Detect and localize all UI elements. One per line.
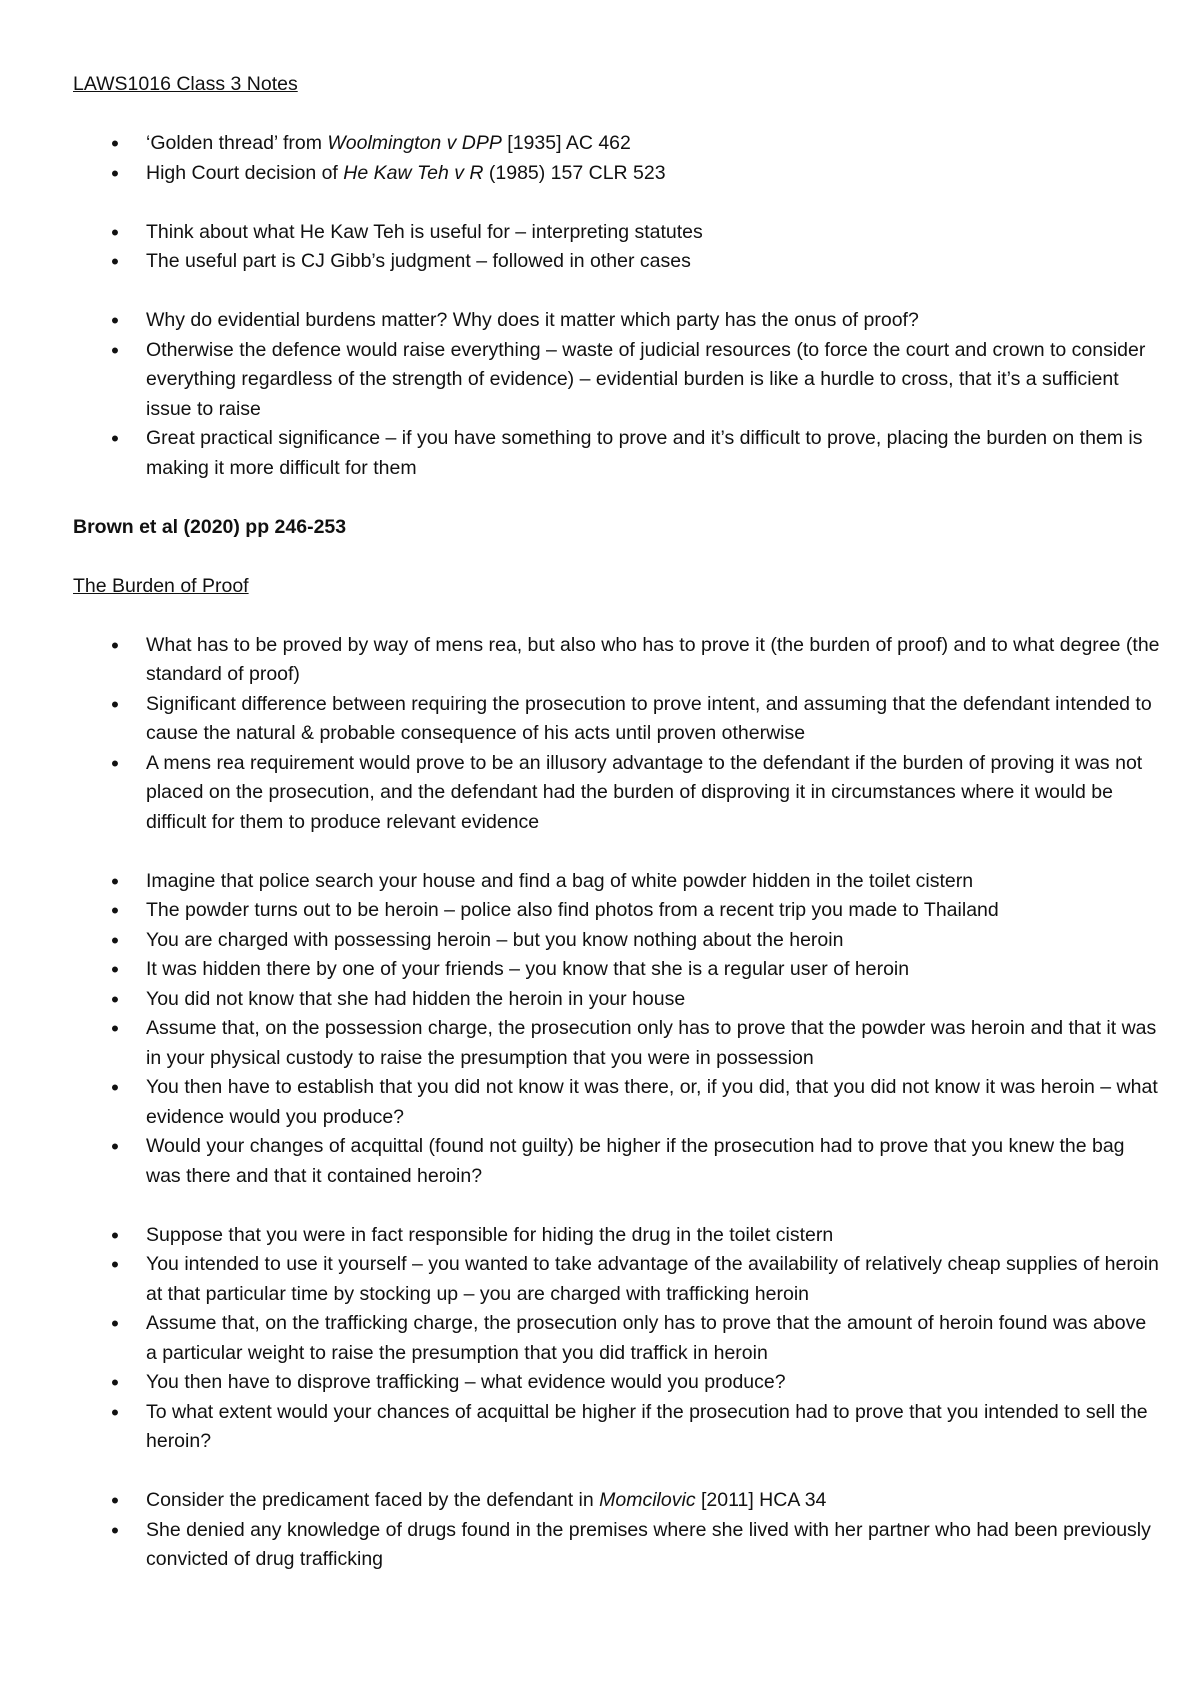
list-item: • You then have to establish that you did not know it was there, or, if you did, that you did not know it was heroin – what evidence would you produce?	[73, 1073, 1160, 1132]
bullet-icon	[108, 1250, 122, 1282]
list-item: • High Court decision of He Kaw Teh v R (1985) 157 CLR 523	[73, 159, 1160, 189]
list-item: • ‘Golden thread’ from Woolmington v DPP [1935] AC 462	[73, 129, 1160, 159]
bullet-icon	[108, 306, 122, 338]
bullet-icon	[108, 1516, 122, 1548]
list-item: • You did not know that she had hidden the heroin in your house	[73, 985, 1160, 1015]
list-item: • What has to be proved by way of mens rea, but also who has to prove it (the burden of proof) and to what degree (the standard of proof)	[73, 631, 1160, 690]
list-item: • A mens rea requirement would prove to be an illusory advantage to the defendant if the burden of proving it was not placed on the prosecution, and the defendant had the burden of disproving it in circumstances where it would be difficult for them to produce relevant evidence	[73, 749, 1160, 838]
list-item: • The useful part is CJ Gibb’s judgment – followed in other cases	[73, 247, 1160, 277]
bullet-icon	[108, 1486, 122, 1518]
list-item: • Would your changes of acquittal (found not guilty) be higher if the prosecution had to prove that you knew the bag was there and that it contained heroin?	[73, 1132, 1160, 1191]
spacer	[73, 1457, 1160, 1487]
bullet-icon	[108, 1073, 122, 1105]
bullet-list-momcilovic	[73, 1486, 1160, 1575]
list-item: • The powder turns out to be heroin – police also find photos from a recent trip you made to Thailand	[73, 896, 1160, 926]
bullet-list-trafficking-scenario	[73, 1221, 1160, 1457]
bullet-icon	[108, 749, 122, 781]
bullet-icon	[108, 1368, 122, 1400]
list-item: • To what extent would your chances of acquittal be higher if the prosecution had to prove that you intended to sell the heroin?	[73, 1398, 1160, 1457]
bullet-icon	[108, 247, 122, 279]
spacer	[73, 483, 1160, 513]
list-item: • You then have to disprove trafficking – what evidence would you produce?	[73, 1368, 1160, 1398]
bullet-icon	[108, 926, 122, 958]
document-title: LAWS1016 Class 3 Notes	[73, 73, 298, 95]
bullet-icon	[108, 896, 122, 928]
list-item: • You intended to use it yourself – you wanted to take advantage of the availability of relatively cheap supplies of heroin at that particular time by stocking up – you are charged with trafficking heroin	[73, 1250, 1160, 1309]
bullet-icon	[108, 1221, 122, 1253]
bullet-list-he-kaw-teh	[73, 218, 1160, 277]
bullet-list-possession-scenario	[73, 867, 1160, 1192]
bullet-icon	[108, 424, 122, 456]
spacer	[73, 188, 1160, 218]
spacer	[73, 1191, 1160, 1221]
bullet-icon	[108, 159, 122, 191]
section-heading: The Burden of Proof	[73, 574, 249, 597]
bullet-icon	[108, 218, 122, 250]
bullet-list-evidential-burdens	[73, 306, 1160, 483]
list-item: • Suppose that you were in fact responsible for hiding the drug in the toilet cistern	[73, 1221, 1160, 1251]
spacer	[73, 601, 1160, 631]
bullet-icon	[108, 1014, 122, 1046]
list-item: • Great practical significance – if you have something to prove and it’s difficult to prove, placing the burden on them is making it more difficult for them	[73, 424, 1160, 483]
bullet-icon	[108, 985, 122, 1017]
bullet-icon	[108, 690, 122, 722]
bullet-icon	[108, 867, 122, 899]
list-item: • Consider the predicament faced by the defendant in Momcilovic [2011] HCA 34	[73, 1486, 1160, 1516]
bullet-icon	[108, 631, 122, 663]
list-item: • Otherwise the defence would raise everything – waste of judicial resources (to force the court and crown to consider everything regardless of the strength of evidence) – evidential burden is like a hurdle to cross, that it’s a sufficient issue to raise	[73, 336, 1160, 425]
list-item: • Why do evidential burdens matter? Why does it matter which party has the onus of proof?	[73, 306, 1160, 336]
list-item: • Think about what He Kaw Teh is useful for – interpreting statutes	[73, 218, 1160, 248]
list-item: • It was hidden there by one of your friends – you know that she is a regular user of heroin	[73, 955, 1160, 985]
bullet-icon	[108, 1398, 122, 1430]
bullet-list-burden	[73, 631, 1160, 838]
bullet-list-intro	[73, 129, 1160, 188]
reading-heading: Brown et al (2020) pp 246-253	[73, 515, 347, 538]
spacer	[73, 277, 1160, 307]
bullet-icon	[108, 336, 122, 368]
list-item: • You are charged with possessing heroin – but you know nothing about the heroin	[73, 926, 1160, 956]
bullet-icon	[108, 129, 122, 161]
spacer	[73, 100, 1160, 130]
list-item: • Imagine that police search your house and find a bag of white powder hidden in the toilet cistern	[73, 867, 1160, 897]
list-item: • Significant difference between requiring the prosecution to prove intent, and assuming that the defendant intended to cause the natural & probable consequence of his acts until proven otherwise	[73, 690, 1160, 749]
list-item: • Assume that, on the possession charge, the prosecution only has to prove that the powder was heroin and that it was in your physical custody to raise the presumption that you were in possession	[73, 1014, 1160, 1073]
spacer	[73, 542, 1160, 572]
spacer	[73, 837, 1160, 867]
bullet-icon	[108, 1309, 122, 1341]
bullet-icon	[108, 1132, 122, 1164]
bullet-icon	[108, 955, 122, 987]
list-item: • Assume that, on the trafficking charge, the prosecution only has to prove that the amount of heroin found was above a particular weight to raise the presumption that you did traffick in heroin	[73, 1309, 1160, 1368]
list-item: • She denied any knowledge of drugs found in the premises where she lived with her partner who had been previously convicted of drug trafficking	[73, 1516, 1160, 1575]
